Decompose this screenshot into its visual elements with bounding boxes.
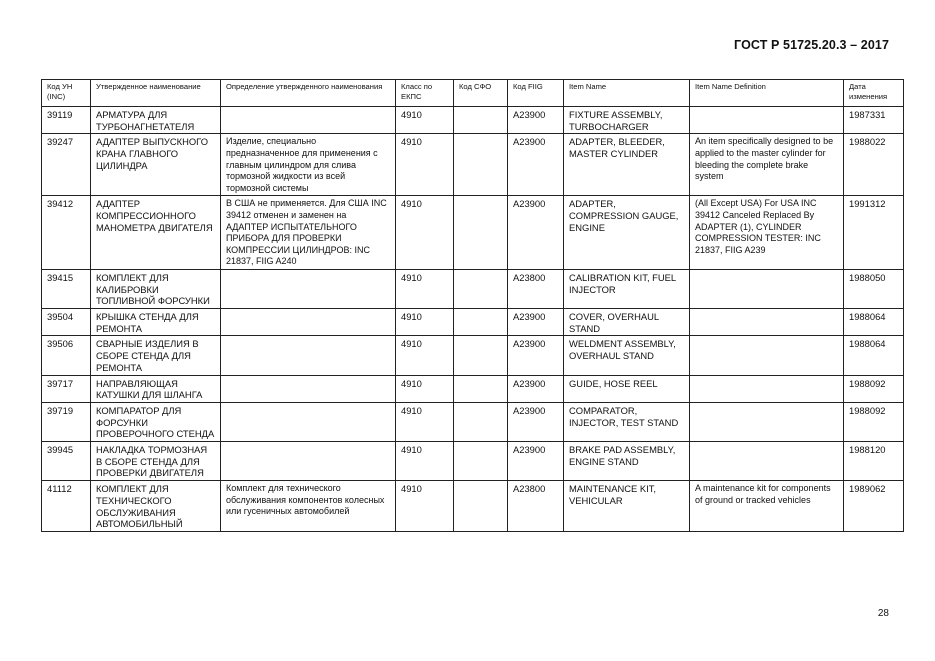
cell-sfo [454, 375, 508, 402]
col-header-item-name-definition: Item Name Definition [690, 80, 844, 107]
cell-sfo [454, 134, 508, 196]
cell-definition [221, 336, 396, 375]
cell-approved-name: СВАРНЫЕ ИЗДЕЛИЯ В СБОРЕ СТЕНДА ДЛЯ РЕМОНТА [91, 336, 221, 375]
cell-inc: 39415 [42, 269, 91, 308]
table-row [42, 336, 904, 375]
cell-inc: 41112 [42, 481, 91, 532]
cell-fiig: A23900 [508, 107, 564, 134]
cell-class: 4910 [396, 107, 454, 134]
cell-item-name-definition [690, 336, 844, 375]
cell-item-name: ADAPTER, COMPRESSION GAUGE, ENGINE [564, 196, 690, 270]
cell-approved-name: АДАПТЕР КОМПРЕССИОННОГО МАНОМЕТРА ДВИГАТЕЛЯ [91, 196, 221, 270]
cell-class: 4910 [396, 336, 454, 375]
cell-inc: 39119 [42, 107, 91, 134]
cell-item-name-definition [690, 107, 844, 134]
cell-fiig: A23900 [508, 196, 564, 270]
items-table [41, 79, 904, 532]
col-header-item-name: Item Name [564, 80, 690, 107]
cell-change-date: 1989062 [844, 481, 904, 532]
table-row [42, 269, 904, 308]
cell-fiig: A23900 [508, 375, 564, 402]
cell-inc: 39412 [42, 196, 91, 270]
cell-change-date: 1988050 [844, 269, 904, 308]
cell-inc: 39719 [42, 402, 91, 441]
cell-inc: 39506 [42, 336, 91, 375]
cell-fiig: A23800 [508, 481, 564, 532]
cell-class: 4910 [396, 442, 454, 481]
cell-change-date: 1988022 [844, 134, 904, 196]
cell-item-name-definition [690, 442, 844, 481]
table-row [42, 196, 904, 270]
cell-sfo [454, 336, 508, 375]
cell-fiig: A23900 [508, 402, 564, 441]
page-number: 28 [877, 608, 889, 619]
cell-inc: 39247 [42, 134, 91, 196]
cell-change-date: 1991312 [844, 196, 904, 270]
cell-change-date: 1987331 [844, 107, 904, 134]
cell-item-name-definition: An item specifically designed to be applied to the master cylinder for bleeding the complete brake system [690, 134, 844, 196]
col-header-class: Класс по ЕКПС [396, 80, 454, 107]
cell-sfo [454, 442, 508, 481]
cell-item-name: FIXTURE ASSEMBLY, TURBOCHARGER [564, 107, 690, 134]
cell-approved-name: КРЫШКА СТЕНДА ДЛЯ РЕМОНТА [91, 309, 221, 336]
cell-item-name-definition: A maintenance kit for components of ground or tracked vehicles [690, 481, 844, 532]
table-row [42, 309, 904, 336]
cell-item-name: GUIDE, HOSE REEL [564, 375, 690, 402]
cell-approved-name: КОМПАРАТОР ДЛЯ ФОРСУНКИ ПРОВЕРОЧНОГО СТЕНДА [91, 402, 221, 441]
cell-item-name: WELDMENT ASSEMBLY, OVERHAUL STAND [564, 336, 690, 375]
cell-approved-name: НАПРАВЛЯЮЩАЯ КАТУШКИ ДЛЯ ШЛАНГА [91, 375, 221, 402]
cell-inc: 39945 [42, 442, 91, 481]
cell-fiig: A23900 [508, 336, 564, 375]
cell-class: 4910 [396, 375, 454, 402]
cell-item-name: CALIBRATION KIT, FUEL INJECTOR [564, 269, 690, 308]
cell-definition [221, 309, 396, 336]
cell-change-date: 1988064 [844, 309, 904, 336]
cell-approved-name: АРМАТУРА ДЛЯ ТУРБОНАГНЕТАТЕЛЯ [91, 107, 221, 134]
table-row [42, 481, 904, 532]
cell-sfo [454, 107, 508, 134]
col-header-sfo: Код СФО [454, 80, 508, 107]
cell-sfo [454, 196, 508, 270]
cell-definition: Изделие, специально предназначенное для применения с главным цилиндром для слива тормозной жидкости из всей тормозной системы [221, 134, 396, 196]
cell-item-name: MAINTENANCE KIT, VEHICULAR [564, 481, 690, 532]
cell-item-name: COVER, OVERHAUL STAND [564, 309, 690, 336]
cell-fiig: A23900 [508, 134, 564, 196]
document-code: ГОСТ Р 51725.20.3 – 2017 [734, 38, 889, 52]
cell-class: 4910 [396, 196, 454, 270]
cell-sfo [454, 402, 508, 441]
cell-inc: 39504 [42, 309, 91, 336]
cell-item-name: BRAKE PAD ASSEMBLY, ENGINE STAND [564, 442, 690, 481]
col-header-inc: Код УН (INC) [42, 80, 91, 107]
cell-item-name-definition [690, 375, 844, 402]
cell-definition: Комплект для технического обслуживания компонентов колесных или гусеничных автомобилей [221, 481, 396, 532]
cell-sfo [454, 269, 508, 308]
table-row [42, 134, 904, 196]
cell-definition [221, 107, 396, 134]
col-header-change-date: Дата изменения [844, 80, 904, 107]
cell-class: 4910 [396, 269, 454, 308]
cell-definition [221, 402, 396, 441]
cell-fiig: A23900 [508, 309, 564, 336]
cell-change-date: 1988064 [844, 336, 904, 375]
cell-item-name-definition [690, 269, 844, 308]
cell-change-date: 1988120 [844, 442, 904, 481]
cell-change-date: 1988092 [844, 402, 904, 441]
cell-inc: 39717 [42, 375, 91, 402]
table-row [42, 375, 904, 402]
cell-class: 4910 [396, 402, 454, 441]
cell-class: 4910 [396, 309, 454, 336]
cell-class: 4910 [396, 481, 454, 532]
col-header-definition: Определение утвержденного наименования [221, 80, 396, 107]
table-row [42, 442, 904, 481]
cell-definition: В США не применяется. Для США INC 39412 отменен и заменен на АДАПТЕР ИСПЫТАТЕЛЬНОГО ПРИБОРА ДЛЯ ПРОВЕРКИ КОМПРЕССИИ ЦИЛИНДРОВ: INC 21837, FIIG A240 [221, 196, 396, 270]
cell-class: 4910 [396, 134, 454, 196]
col-header-approved-name: Утвержденное наименование [91, 80, 221, 107]
cell-sfo [454, 309, 508, 336]
table-row [42, 107, 904, 134]
cell-approved-name: НАКЛАДКА ТОРМОЗНАЯ В СБОРЕ СТЕНДА ДЛЯ ПРОВЕРКИ ДВИГАТЕЛЯ [91, 442, 221, 481]
table-row [42, 402, 904, 441]
cell-approved-name: КОМПЛЕКТ ДЛЯ ТЕХНИЧЕСКОГО ОБСЛУЖИВАНИЯ АВТОМОБИЛЬНЫЙ [91, 481, 221, 532]
cell-sfo [454, 481, 508, 532]
cell-definition [221, 375, 396, 402]
cell-definition [221, 442, 396, 481]
cell-approved-name: АДАПТЕР ВЫПУСКНОГО КРАНА ГЛАВНОГО ЦИЛИНДРА [91, 134, 221, 196]
cell-item-name: COMPARATOR, INJECTOR, TEST STAND [564, 402, 690, 441]
col-header-fiig: Код FIIG [508, 80, 564, 107]
cell-item-name-definition [690, 402, 844, 441]
cell-item-name-definition: (All Except USA) For USA INC 39412 Canceled Replaced By ADAPTER (1), CYLINDER COMPRESSION TESTER: INC 21837, FIIG A239 [690, 196, 844, 270]
cell-change-date: 1988092 [844, 375, 904, 402]
table-header-row [42, 80, 904, 107]
cell-item-name: ADAPTER, BLEEDER, MASTER CYLINDER [564, 134, 690, 196]
cell-item-name-definition [690, 309, 844, 336]
table-body [42, 107, 904, 532]
cell-fiig: A23900 [508, 442, 564, 481]
cell-approved-name: КОМПЛЕКТ ДЛЯ КАЛИБРОВКИ ТОПЛИВНОЙ ФОРСУНКИ [91, 269, 221, 308]
cell-fiig: A23800 [508, 269, 564, 308]
cell-definition [221, 269, 396, 308]
